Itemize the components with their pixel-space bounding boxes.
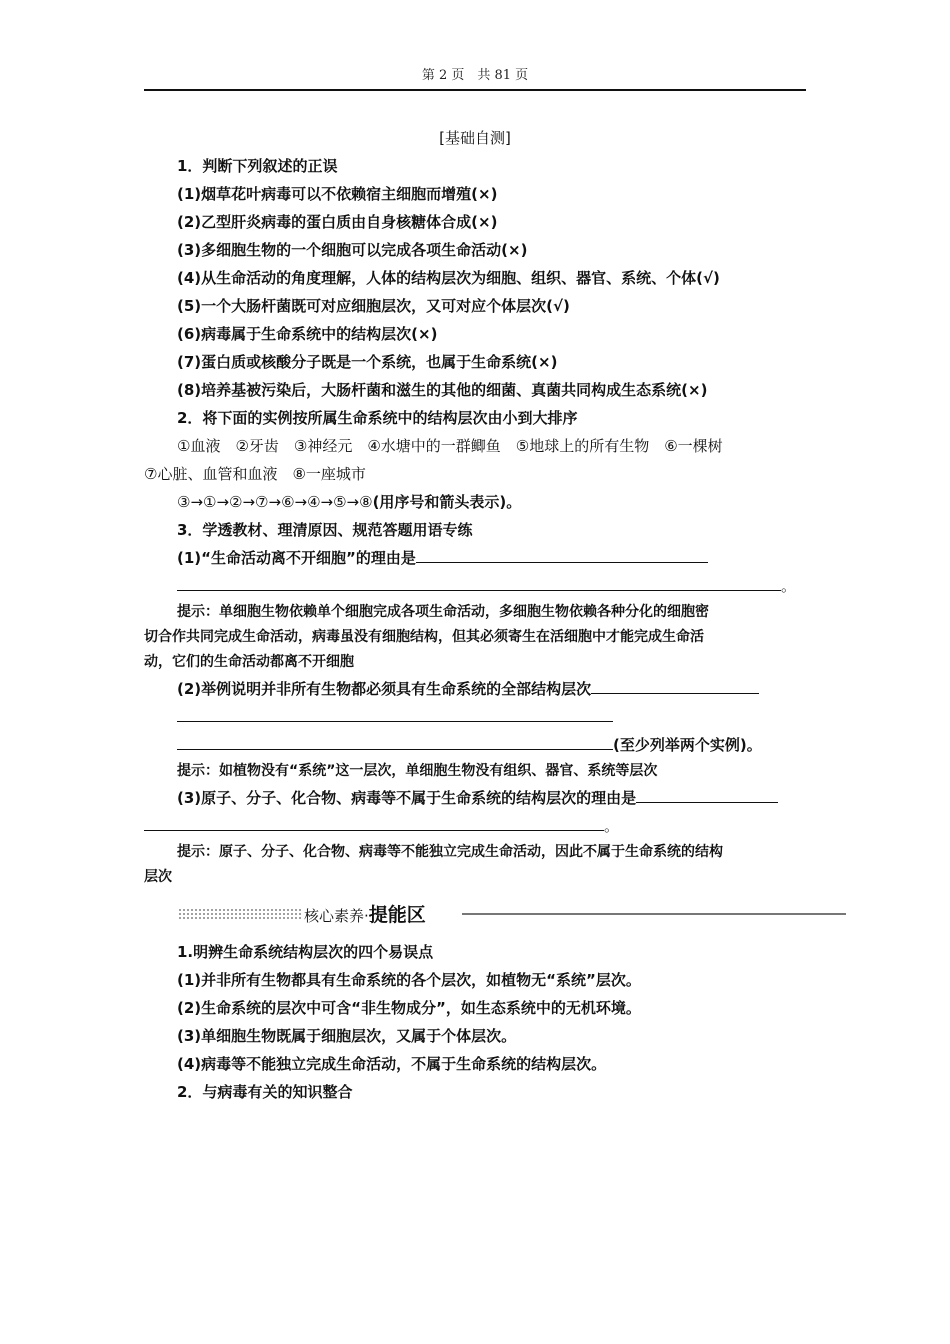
section-banner [144, 898, 846, 928]
answer-sequence: ③→①→②→⑦→⑥→④→⑤→⑧ [177, 493, 373, 511]
answer-note: (用序号和箭头表示)。 [372, 493, 522, 511]
question-2-title: 2．将下面的实例按所属生命系统中的结构层次由小到大排序 [177, 409, 578, 427]
question-1-title: 1．判断下列叙述的正误 [177, 157, 338, 175]
judgement-item: (7)蛋白质或核酸分子既是一个系统，也属于生命系统(×) [177, 353, 558, 371]
sub-question-1-prompt: (1)“生命活动离不开细胞”的理由是 [177, 549, 416, 567]
key-point-item: (4)病毒等不能独立完成生命活动，不属于生命系统的结构层次。 [177, 1055, 607, 1073]
banner-dot: · [364, 907, 369, 925]
hint-label: 提示： [177, 844, 219, 860]
hint-text: 原子、分子、化合物、病毒等不能独立完成生命活动，因此不属于生命系统的结构 [219, 844, 723, 860]
page-content [144, 124, 806, 1106]
hint-label: 提示： [177, 604, 219, 620]
page-header: 第 2 页 共 81 页 [144, 64, 806, 91]
answer-blank[interactable] [177, 705, 613, 722]
hint-1-line-1 [144, 600, 806, 625]
hint-text: 如植物没有“系统”这一层次，单细胞生物没有组织、器官、系统等层次 [219, 763, 658, 779]
sub-question-2-prompt: (2)举例说明并非所有生物都必须具有生命系统的全部结构层次 [177, 680, 592, 698]
key-point-item: (2)生命系统的层次中可含“非生物成分”，如生态系统中的无机环境。 [177, 999, 641, 1017]
answer-blank[interactable] [144, 814, 604, 831]
section-title: [基础自测] [439, 129, 511, 147]
virus-knowledge-title: 2．与病毒有关的知识整合 [177, 1083, 353, 1101]
banner-dots [178, 908, 302, 920]
hint-text: 单细胞生物依赖单个细胞完成各项生命活动，多细胞生物依赖各种分化的细胞密 [219, 604, 709, 620]
examples-line-2: ⑦心脏、血管和血液 ⑧一座城市 [144, 465, 366, 483]
judgement-item: (2)乙型肝炎病毒的蛋白质由自身核糖体合成(×) [177, 213, 498, 231]
judgement-item: (5)一个大肠杆菌既可对应细胞层次，又可对应个体层次(√) [177, 297, 570, 315]
judgement-item: (3)多细胞生物的一个细胞可以完成各项生命活动(×) [177, 241, 528, 259]
answer-blank[interactable] [636, 786, 778, 803]
sub-question-3 [144, 784, 806, 812]
key-point-item: (1)并非所有生物都具有生命系统的各个层次，如植物无“系统”层次。 [177, 971, 641, 989]
ordering-answer [144, 488, 806, 516]
answer-line [144, 572, 806, 600]
answer-blank[interactable] [416, 546, 708, 563]
judgement-item: (4)从生命活动的角度理解，人体的结构层次为细胞、组织、器官、系统、个体(√) [177, 269, 720, 287]
hint-label: 提示： [177, 763, 219, 779]
hint-1-line-2: 切合作共同完成生命活动，病毒虽没有细胞结构，但其必须寄生在活细胞中才能完成生命活 [144, 629, 704, 645]
key-points-title: 1.明辨生命系统结构层次的四个易误点 [177, 943, 434, 961]
banner-rule [462, 913, 846, 915]
judgement-item: (1)烟草花叶病毒可以不依赖宿主细胞而增殖(×) [177, 185, 498, 203]
judgement-item: (8)培养基被污染后，大肠杆菌和滋生的其他的细菌、真菌共同构成生态系统(×) [177, 381, 708, 399]
banner-label: 核心素养 [304, 907, 365, 925]
sub-question-1 [144, 544, 806, 572]
answer-line [144, 731, 806, 759]
judgement-item: (6)病毒属于生命系统中的结构层次(×) [177, 325, 438, 343]
period-mark: 。 [781, 577, 797, 595]
period-mark: 。 [604, 817, 620, 835]
answer-blank[interactable] [591, 677, 759, 694]
question-3-title: 3．学透教材、理清原因、规范答题用语专练 [177, 521, 473, 539]
answer-line [144, 703, 806, 731]
sub-question-3-prompt: (3)原子、分子、化合物、病毒等不属于生命系统的结构层次的理由是 [177, 789, 637, 807]
hint-3-line-2: 层次 [144, 869, 172, 885]
banner-title [304, 900, 432, 927]
answer-blank[interactable] [177, 574, 781, 591]
answer-line [144, 812, 806, 840]
key-point-item: (3)单细胞生物既属于细胞层次，又属于个体层次。 [177, 1027, 517, 1045]
hint-2 [144, 759, 806, 784]
banner-heading: 提能区 [368, 904, 426, 926]
answer-blank[interactable] [177, 733, 613, 750]
sub-question-2 [144, 675, 806, 703]
sub-question-2-note: (至少列举两个实例)。 [613, 736, 762, 754]
hint-3-line-1 [144, 840, 806, 865]
hint-1-line-3: 动，它们的生命活动都离不开细胞 [144, 654, 354, 670]
examples-line-1: ①血液 ②牙齿 ③神经元 ④水塘中的一群鲫鱼 ⑤地球上的所有生物 ⑥一棵树 [177, 437, 723, 455]
